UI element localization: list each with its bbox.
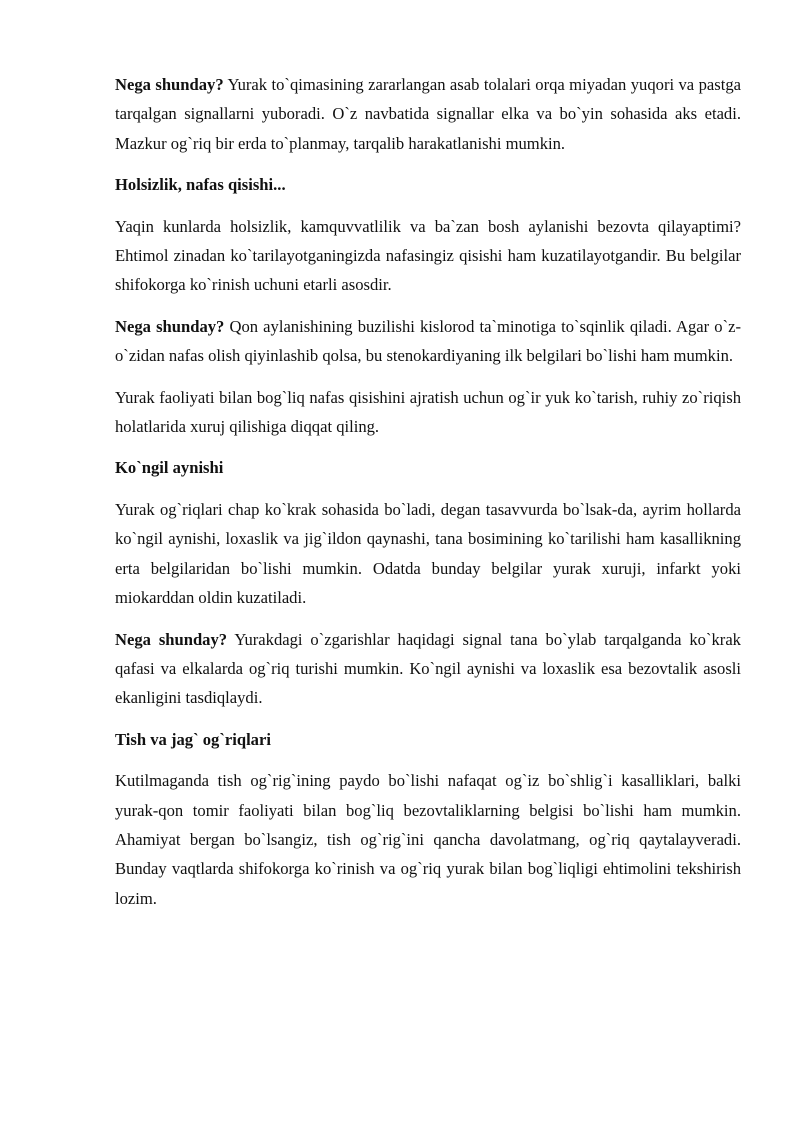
paragraph-lead: Nega shunday? — [115, 629, 228, 649]
paragraph-4: Yurak faoliyati bilan bog`liq nafas qisishini ajratish uchun og`ir yuk ko`tarish, ruhiy zo`riqish holatlarida xuruj qilishiga diqqat qiling. — [115, 387, 741, 437]
paragraph-text: Yurak to`qimasining zararlangan asab tolalari orqa miyadan yuqori va pastga tarqalgan signallarni yuboradi. O`z navbatida signallar elka va bo`yin sohasida aks etadi. Mazkur og`riq bir erda to`planmay, tarqalib harakatlanishi mumkin. — [115, 75, 741, 153]
paragraph-7: Kutilmaganda tish og`rig`ining paydo bo`lishi nafaqat og`iz bo`shlig`i kasalliklari, balki yurak-qon tomir faoliyati bilan bog`liq bezovtaliklarning belgisi bo`lishi ham mumkin. Ahamiyat bergan bo`lsangiz, tish og`rig`ini qancha davolatmang, og`riq qaytalayveradi. Bunday vaqtlarda shifokorga ko`rinish va og`riq yurak bilan bog`liqligi ehtimolini tekshirish lozim. — [115, 771, 741, 908]
paragraph-lead: Nega shunday? — [115, 316, 225, 336]
paragraph-2: Yaqin kunlarda holsizlik, kamquvvatlilik va ba`zan bosh aylanishi bezovta qilayaptimi? Ehtimol zinadan ko`tarilayotganingizda nafasingiz qisishi ham kuzatilayotgandir. Bu belgilar shifokorga ko`rinish uchuni etarli asosdir. — [115, 216, 741, 295]
paragraph-text: Qon aylanishining buzilishi kislorod ta`minotiga to`sqinlik qiladi. Agar o`z-o`zidan nafas olish qiyinlashib qolsa, bu stenokardiyaning ilk belgilari bo`lishi ham mumkin. — [115, 316, 742, 366]
section-heading-weakness: Holsizlik, nafas qisishi... — [115, 175, 286, 195]
paragraph-lead: Nega shunday? — [115, 75, 224, 94]
paragraph-5: Yurak og`riqlari chap ko`krak sohasida bo`ladi, degan tasavvurda bo`lsak-da, ayrim hollarda ko`ngil aynishi, loxaslik va jig`ildon qaynashi, tana bosimining ko`tarilishi ham kasallikning erta belgilaridan bo`lishi mumkin. Odatda bunday belgilar yurak xuruji, infarkt yoki miokarddan oldin kuzatiladi. — [115, 499, 741, 608]
paragraph-text: Yurakdagi o`zgarishlar haqidagi signal tana bo`ylab tarqalganda ko`krak qafasi va elkalarda og`riq turishi mumkin. Ko`ngil aynishi va loxaslik esa bezovtalik asosli ekanligini tasdiqlaydi. — [115, 629, 741, 708]
paragraph-3 — [115, 312, 741, 371]
document-page — [115, 70, 741, 925]
section-heading-tooth-jaw-pain: Tish va jag` og`riqlari — [115, 729, 271, 749]
section-heading-nausea: Ko`ngil aynishi — [115, 458, 224, 478]
paragraph-6 — [115, 625, 741, 713]
paragraph-1 — [115, 70, 741, 158]
